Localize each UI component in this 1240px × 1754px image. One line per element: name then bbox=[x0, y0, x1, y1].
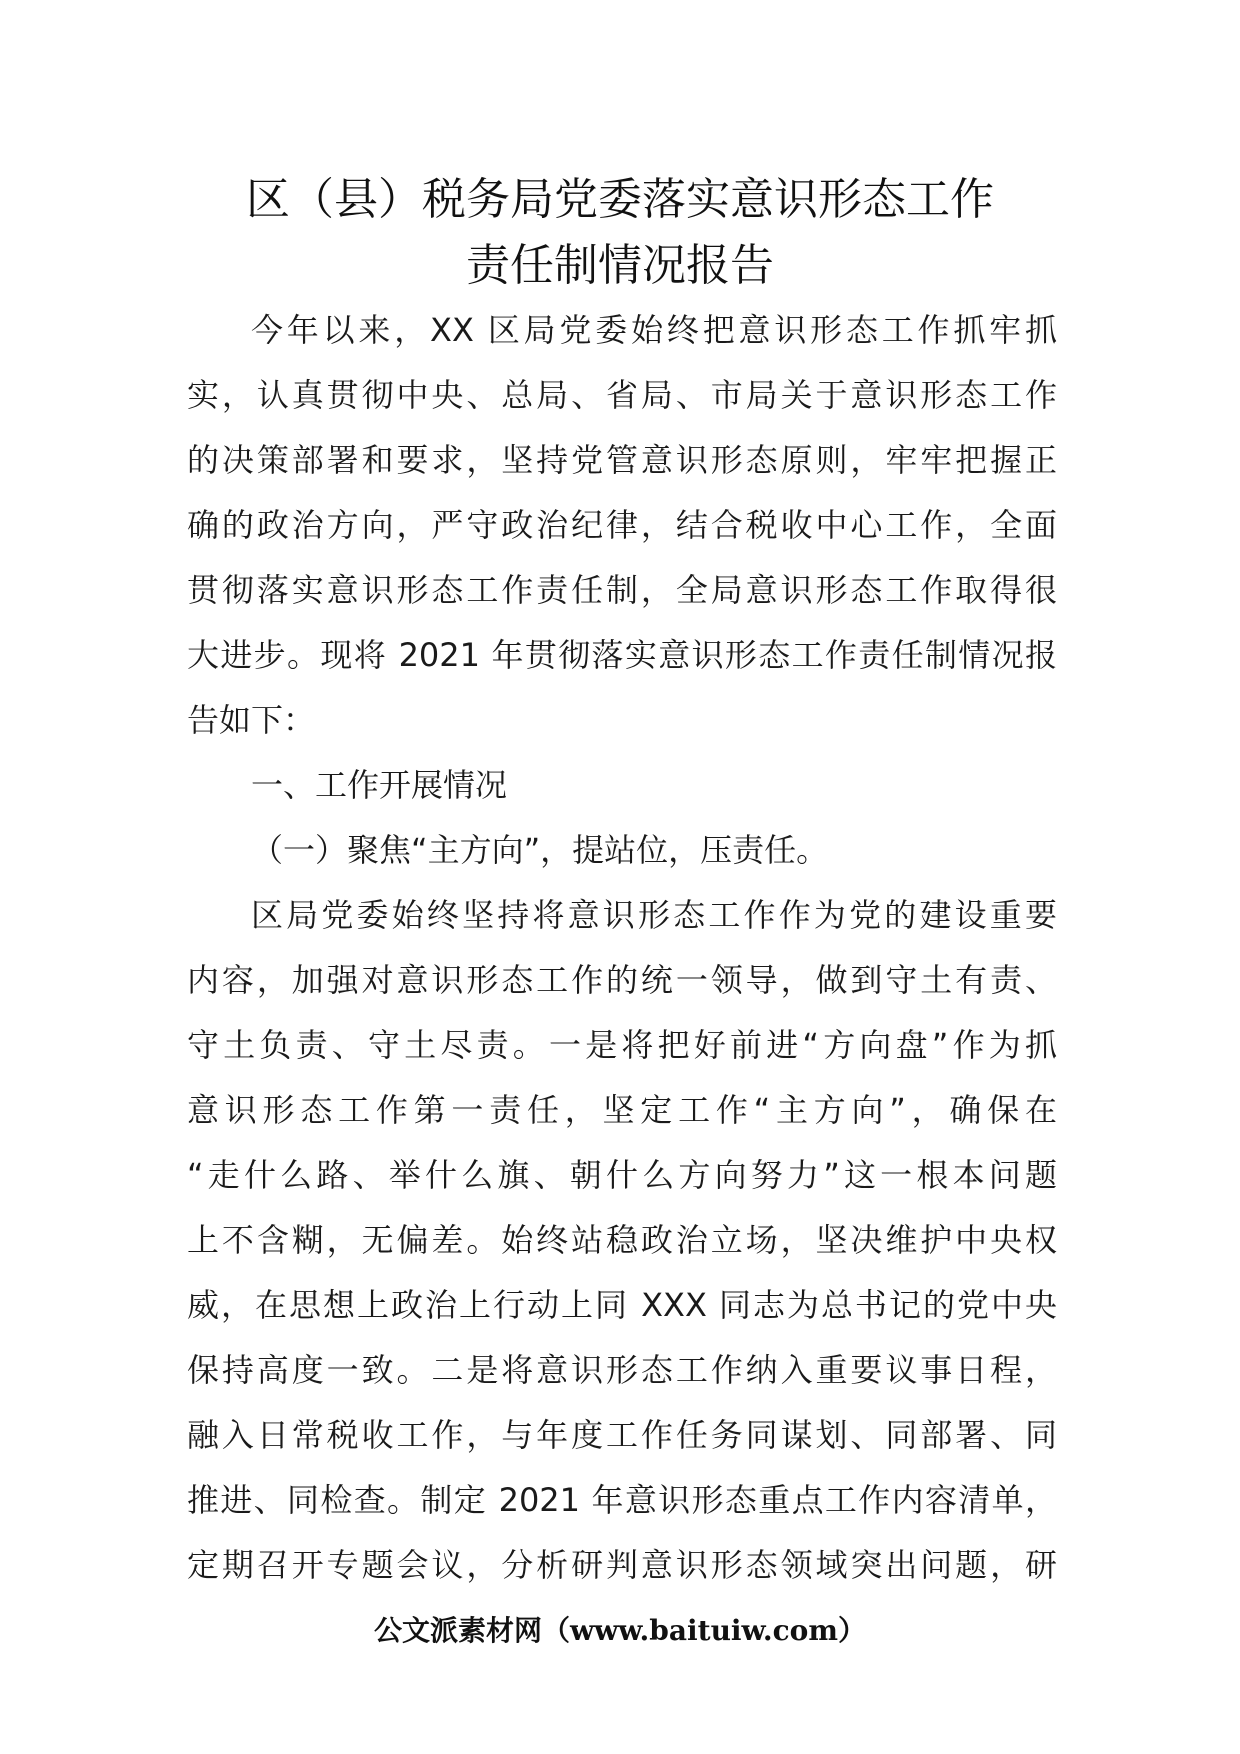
document-title-line-1: 区（县）税务局党委落实意识形态工作 bbox=[246, 174, 994, 225]
body-line: 告如下： bbox=[187, 701, 316, 739]
body-line: 确的政治方向，严守政治纪律，结合税收中心工作，全面 bbox=[187, 506, 1057, 544]
document-body bbox=[187, 298, 1057, 1598]
body-line: “走什么路、举什么旗、朝什么方向努力”这一根本问题 bbox=[187, 1156, 1057, 1194]
body-line: 融入日常税收工作，与年度工作任务同谋划、同部署、同 bbox=[187, 1416, 1057, 1454]
body-line: 内容，加强对意识形态工作的统一领导，做到守土有责、 bbox=[187, 961, 1057, 999]
body-line: 保持高度一致。二是将意识形态工作纳入重要议事日程， bbox=[187, 1351, 1057, 1389]
body-line: 的决策部署和要求，坚持党管意识形态原则，牢牢把握正 bbox=[187, 441, 1057, 479]
footer-watermark: 公文派素材网（www.baituiw.com） bbox=[374, 1614, 866, 1647]
body-line: 大进步。现将 2021 年贯彻落实意识形态工作责任制情况报 bbox=[187, 636, 1057, 674]
body-line: 意识形态工作第一责任，坚定工作“主方向”，确保在 bbox=[187, 1091, 1057, 1129]
section-heading: 一、工作开展情况 bbox=[251, 766, 508, 804]
body-line: 实，认真贯彻中央、总局、省局、市局关于意识形态工作 bbox=[187, 376, 1057, 414]
document-title-line-2: 责任制情况报告 bbox=[466, 240, 774, 291]
body-line: 威，在思想上政治上行动上同 XXX 同志为总书记的党中央 bbox=[187, 1286, 1057, 1324]
subsection-heading: （一）聚焦“主方向”，提站位，压责任。 bbox=[251, 831, 829, 869]
body-line: 定期召开专题会议，分析研判意识形态领域突出问题，研 bbox=[187, 1546, 1057, 1584]
body-line: 守土负责、守土尽责。一是将把好前进“方向盘”作为抓 bbox=[187, 1026, 1057, 1064]
body-line: 推进、同检查。制定 2021 年意识形态重点工作内容清单， bbox=[187, 1481, 1057, 1519]
body-line: 区局党委始终坚持将意识形态工作作为党的建设重要 bbox=[251, 896, 1057, 934]
body-line: 上不含糊，无偏差。始终站稳政治立场，坚决维护中央权 bbox=[187, 1221, 1057, 1259]
body-line: 今年以来，XX 区局党委始终把意识形态工作抓牢抓 bbox=[251, 311, 1057, 349]
body-line: 贯彻落实意识形态工作责任制，全局意识形态工作取得很 bbox=[187, 571, 1057, 609]
